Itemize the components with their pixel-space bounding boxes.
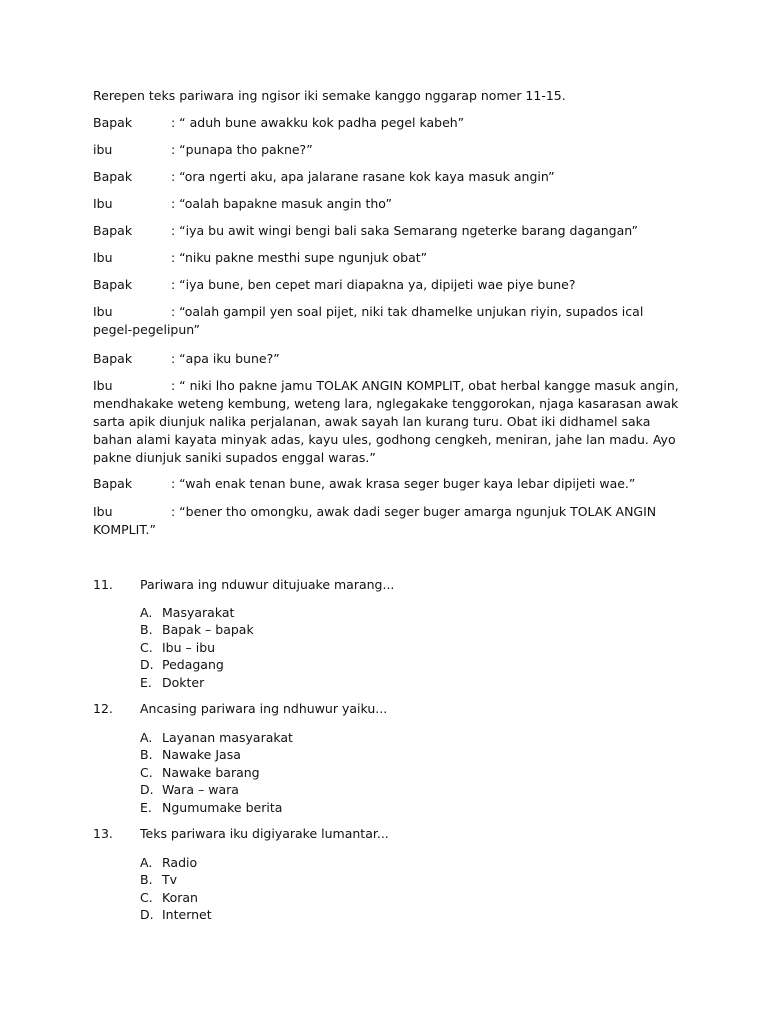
speaker-name: Bapak xyxy=(93,351,133,366)
dialogue-line xyxy=(93,249,683,267)
speaker-name: Ibu xyxy=(93,378,113,393)
utterance-text: : “oalah bapakne masuk angin tho” xyxy=(171,196,392,211)
answer-option xyxy=(140,799,540,816)
speaker-name: Ibu xyxy=(93,504,113,519)
speaker-name: Ibu xyxy=(93,196,113,211)
option-letter: A. xyxy=(140,605,153,620)
option-text: Layanan masyarakat xyxy=(162,730,293,745)
option-letter: C. xyxy=(140,890,153,905)
speaker-name: Ibu xyxy=(93,304,113,319)
dialogue-line xyxy=(93,303,683,339)
dialogue-line xyxy=(93,377,683,467)
speaker-name: Bapak xyxy=(93,115,133,130)
question-number: 12. xyxy=(93,701,113,716)
question-number: 13. xyxy=(93,826,113,841)
utterance-text: : “wah enak tenan bune, awak krasa seger buger kaya lebar dipijeti wae.” xyxy=(171,476,636,491)
option-letter: D. xyxy=(140,907,154,922)
option-text: Pedagang xyxy=(162,657,224,672)
answer-option xyxy=(140,854,540,871)
dialogue-line xyxy=(93,276,683,294)
dialogue-line xyxy=(93,503,683,539)
option-letter: B. xyxy=(140,622,153,637)
question-number: 11. xyxy=(93,577,113,592)
option-text: Ngumumake berita xyxy=(162,800,283,815)
answer-option xyxy=(140,656,540,673)
answer-option xyxy=(140,674,540,691)
option-letter: A. xyxy=(140,730,153,745)
question-text: Pariwara ing nduwur ditujuake marang... xyxy=(140,577,395,592)
option-letter: E. xyxy=(140,800,152,815)
option-text: Koran xyxy=(162,890,198,905)
utterance-text: : “iya bune, ben cepet mari diapakna ya, dipijeti wae piye bune? xyxy=(171,277,576,292)
question-text: Ancasing pariwara ing ndhuwur yaiku... xyxy=(140,701,388,716)
dialogue-line xyxy=(93,168,683,186)
option-text: Ibu – ibu xyxy=(162,640,216,655)
speaker-name: Bapak xyxy=(93,169,133,184)
utterance-text: : “ niki lho pakne jamu TOLAK ANGIN KOMPLIT, obat herbal kangge masuk angin, mendhakake weteng kembung, weteng lara, nglegakake tenggorokan, njaga kasarasan awak sarta apik diunjuk nalika perjalanan, awak sayah lan kurang turu. Obat iki didhamel saka bahan alami kayata minyak adas, kayu ules, godhong cengkeh, meniran, jahe lan madu. Ayo pakne diunjuk saniki supados enggal waras.” xyxy=(93,378,679,465)
speaker-name: Bapak xyxy=(93,476,133,491)
question-text: Teks pariwara iku digiyarake lumantar... xyxy=(140,826,389,841)
speaker-name: Bapak xyxy=(93,223,133,238)
answer-option xyxy=(140,889,540,906)
answer-option xyxy=(140,871,540,888)
option-text: Tv xyxy=(162,872,178,887)
answer-option xyxy=(140,621,540,638)
option-letter: B. xyxy=(140,872,153,887)
option-letter: D. xyxy=(140,657,154,672)
speaker-name: Bapak xyxy=(93,277,133,292)
utterance-text: : “ aduh bune awakku kok padha pegel kabeh” xyxy=(171,115,465,130)
option-letter: B. xyxy=(140,747,153,762)
option-text: Nawake Jasa xyxy=(162,747,241,762)
utterance-text: : “punapa tho pakne?” xyxy=(171,142,313,157)
answer-option xyxy=(140,604,540,621)
option-letter: E. xyxy=(140,675,152,690)
intro-text: Rerepen teks pariwara ing ngisor iki semake kanggo nggarap nomer 11-15. xyxy=(93,88,566,103)
option-letter: D. xyxy=(140,782,154,797)
answer-option xyxy=(140,906,540,923)
utterance-text: : “iya bu awit wingi bengi bali saka Semarang ngeterke barang dagangan” xyxy=(171,223,638,238)
utterance-text: : “apa iku bune?” xyxy=(171,351,280,366)
answer-option xyxy=(140,729,540,746)
option-text: Bapak – bapak xyxy=(162,622,254,637)
option-text: Wara – wara xyxy=(162,782,239,797)
option-letter: C. xyxy=(140,640,153,655)
dialogue-line xyxy=(93,350,683,368)
utterance-text: : “ora ngerti aku, apa jalarane rasane kok kaya masuk angin” xyxy=(171,169,555,184)
option-text: Dokter xyxy=(162,675,205,690)
option-letter: A. xyxy=(140,855,153,870)
dialogue-line xyxy=(93,222,683,240)
option-text: Radio xyxy=(162,855,198,870)
utterance-text: : “niku pakne mesthi supe ngunjuk obat” xyxy=(171,250,428,265)
option-letter: C. xyxy=(140,765,153,780)
speaker-name: ibu xyxy=(93,142,113,157)
option-text: Masyarakat xyxy=(162,605,235,620)
answer-option xyxy=(140,781,540,798)
option-text: Nawake barang xyxy=(162,765,260,780)
utterance-text: : “oalah gampil yen soal pijet, niki tak dhamelke unjukan riyin, supados ical pegel-pegelipun” xyxy=(93,304,644,337)
answer-option xyxy=(140,746,540,763)
speaker-name: Ibu xyxy=(93,250,113,265)
dialogue-line xyxy=(93,141,683,159)
answer-option xyxy=(140,639,540,656)
answer-option xyxy=(140,764,540,781)
dialogue-line xyxy=(93,195,683,213)
dialogue-line xyxy=(93,475,683,493)
option-text: Internet xyxy=(162,907,212,922)
utterance-text: : “bener tho omongku, awak dadi seger buger amarga ngunjuk TOLAK ANGIN KOMPLIT.” xyxy=(93,504,657,537)
dialogue-line xyxy=(93,114,683,132)
